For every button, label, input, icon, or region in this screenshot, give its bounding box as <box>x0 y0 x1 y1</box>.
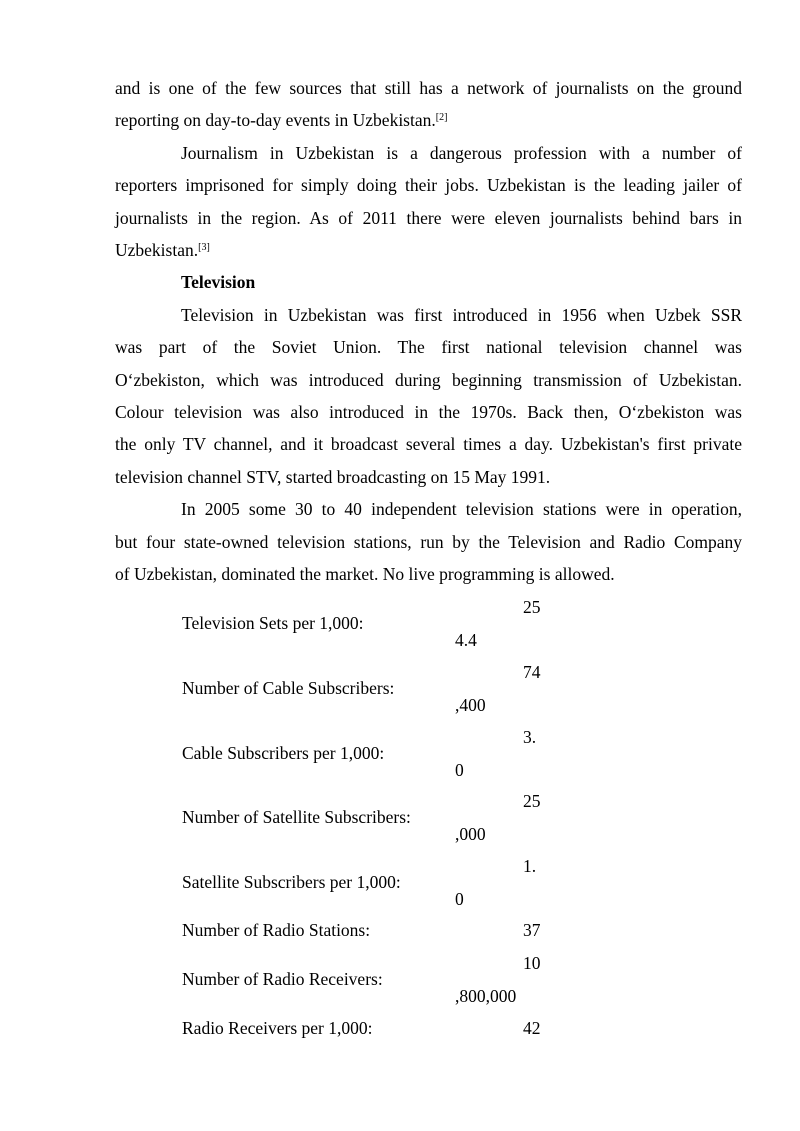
paragraph-1-line-2 <box>115 110 447 130</box>
stat-value-part2: 0 <box>455 760 464 780</box>
stat-value-part2: ,000 <box>455 824 486 844</box>
paragraph-4-line-3: of Uzbekistan, dominated the market. No live programming is allowed. <box>115 564 615 584</box>
stat-value-part2: 4.4 <box>455 630 477 650</box>
stat-value-part2: ,800,000 <box>455 986 517 1006</box>
paragraph-3-line-3: O‘zbekiston, which was introduced during beginning transmission of Uzbekistan. <box>115 370 742 390</box>
paragraph-3-line-4: Colour television was also introduced in the 1970s. Back then, O‘zbekiston was <box>115 402 742 422</box>
stat-value-part1: 74 <box>523 662 541 682</box>
paragraph-3-line-5: the only TV channel, and it broadcast several times a day. Uzbekistan's first private <box>115 434 742 454</box>
stat-value-part1: 25 <box>523 791 541 811</box>
paragraph-2-line-3: journalists in the region. As of 2011 there were eleven journalists behind bars in <box>115 208 742 228</box>
section-heading-television: Television <box>181 272 256 292</box>
stat-label: Satellite Subscribers per 1,000: <box>182 872 401 892</box>
paragraph-4-line-1: In 2005 some 30 to 40 independent television stations were in operation, <box>181 499 742 519</box>
stat-value-part2: 0 <box>455 889 464 909</box>
stat-value-part1: 10 <box>523 953 541 973</box>
paragraph-2-line-4 <box>115 240 210 260</box>
stat-label: Number of Radio Receivers: <box>182 969 383 989</box>
stat-value-part1: 25 <box>523 597 541 617</box>
stat-label: Cable Subscribers per 1,000: <box>182 743 385 763</box>
stat-value-part1: 1. <box>523 856 537 876</box>
paragraph-2-line-2: reporters imprisoned for simply doing their jobs. Uzbekistan is the leading jailer of <box>115 175 742 195</box>
stat-value-part2: ,400 <box>455 695 486 715</box>
stat-value-part1: 42 <box>523 1018 541 1038</box>
stat-value-part1: 37 <box>523 920 541 940</box>
stat-label: Radio Receivers per 1,000: <box>182 1018 373 1038</box>
stat-label: Number of Cable Subscribers: <box>182 678 395 698</box>
paragraph-2-line-4-text: Uzbekistan. <box>115 240 199 260</box>
paragraph-1-line-1: and is one of the few sources that still has a network of journalists on the ground <box>115 78 742 98</box>
stat-value-part1: 3. <box>523 727 537 747</box>
stat-label: Number of Radio Stations: <box>182 920 371 940</box>
stat-label: Number of Satellite Subscribers: <box>182 807 411 827</box>
paragraph-3-line-2: was part of the Soviet Union. The first national television channel was <box>115 337 742 357</box>
paragraph-1-line-2-text: reporting on day-to-day events in Uzbekistan. <box>115 110 436 130</box>
paragraph-2-line-1: Journalism in Uzbekistan is a dangerous profession with a number of <box>181 143 742 163</box>
stat-label: Television Sets per 1,000: <box>182 613 364 633</box>
paragraph-3-line-6: television channel STV, started broadcasting on 15 May 1991. <box>115 467 551 487</box>
paragraph-3-line-1: Television in Uzbekistan was first introduced in 1956 when Uzbek SSR <box>181 305 742 325</box>
paragraph-4-line-2: but four state-owned television stations, run by the Television and Radio Company <box>115 532 742 552</box>
footnote-ref-2: [2] <box>435 112 448 123</box>
footnote-ref-3: [3] <box>198 242 210 253</box>
